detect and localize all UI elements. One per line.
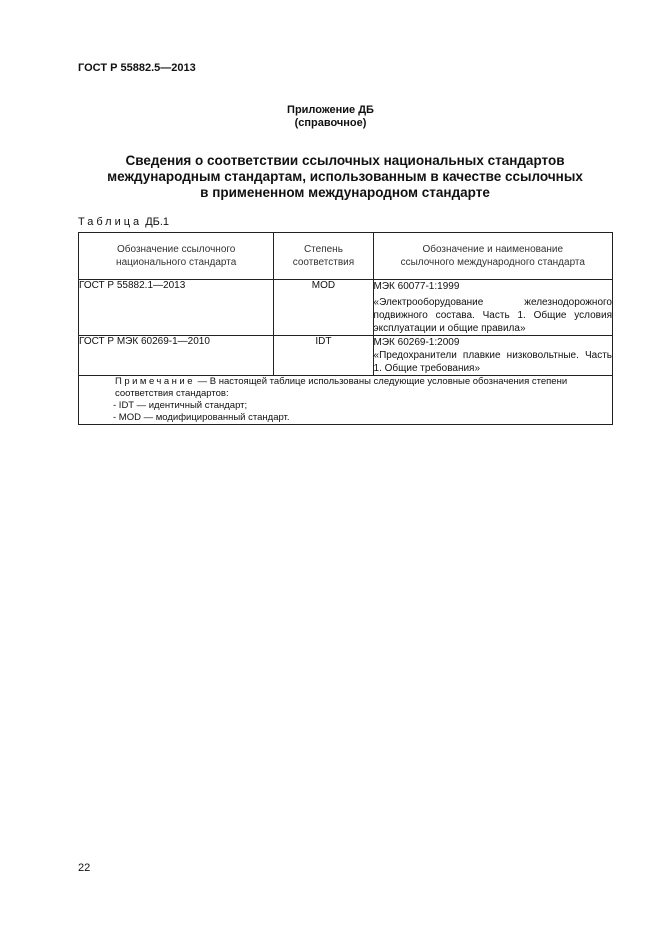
header-international-standard xyxy=(373,233,612,280)
table-row xyxy=(79,336,613,376)
note-item-mod: - MOD — модифицированный стандарт. xyxy=(113,412,290,423)
heading-line-2: международным стандартам, использованным в качестве ссылочных xyxy=(107,169,583,184)
note-paragraph xyxy=(79,376,612,400)
degree-cell: MOD xyxy=(274,280,373,336)
table-caption-label: Таблица xyxy=(78,216,143,228)
intl-code: МЭК 60269-1:2009 xyxy=(373,337,460,348)
correspondence-table xyxy=(78,232,613,425)
national-standard-cell: ГОСТ Р 55882.1—2013 xyxy=(79,280,274,336)
note-text: — В настоящей таблице использованы следующие условные обозначения степени соответствия стандартов: xyxy=(115,376,568,399)
header-national-standard xyxy=(79,233,274,280)
header-degree-line-1: Степень xyxy=(303,244,343,255)
header-national-line-1: Обозначение ссылочного xyxy=(116,244,236,255)
national-standard-cell: ГОСТ Р МЭК 60269-1—2010 xyxy=(79,336,274,376)
international-standard-cell xyxy=(373,280,612,336)
table-note xyxy=(79,376,613,425)
header-degree xyxy=(274,233,373,280)
intl-code: МЭК 60077-1:1999 xyxy=(373,281,460,292)
header-national-line-2: национального стандарта xyxy=(116,257,237,268)
page-number: 22 xyxy=(78,862,91,874)
header-intl-line-1: Обозначение и наименование xyxy=(422,244,564,255)
table-caption xyxy=(78,216,169,228)
document-code: ГОСТ Р 55882.5—2013 xyxy=(78,62,196,74)
appendix-title: Приложение ДБ xyxy=(287,104,374,116)
table-note-row xyxy=(79,376,613,425)
table-header-row xyxy=(79,233,613,280)
note-label: Примечание xyxy=(115,376,195,387)
table-row xyxy=(79,280,613,336)
intl-name: «Предохранители плавкие низковольтные. Часть 1. Общие требования» xyxy=(373,350,612,374)
heading-line-3: в примененном международном стандарте xyxy=(200,185,490,200)
appendix-subtitle: (справочное) xyxy=(294,117,367,129)
section-heading xyxy=(78,153,612,201)
intl-name: «Электрооборудование железнодорожного подвижного состава. Часть 1. Общие условия эксплуатации и общие правила» xyxy=(373,297,612,334)
note-item-idt: - IDT — идентичный стандарт; xyxy=(113,400,248,411)
header-degree-line-2: соответствия xyxy=(292,257,355,268)
table-caption-number: ДБ.1 xyxy=(145,216,170,228)
heading-line-1: Сведения о соответствии ссылочных национальных стандартов xyxy=(125,153,565,168)
international-standard-cell xyxy=(373,336,612,376)
degree-cell: IDT xyxy=(274,336,373,376)
header-intl-line-2: ссылочного международного стандарта xyxy=(400,257,585,268)
